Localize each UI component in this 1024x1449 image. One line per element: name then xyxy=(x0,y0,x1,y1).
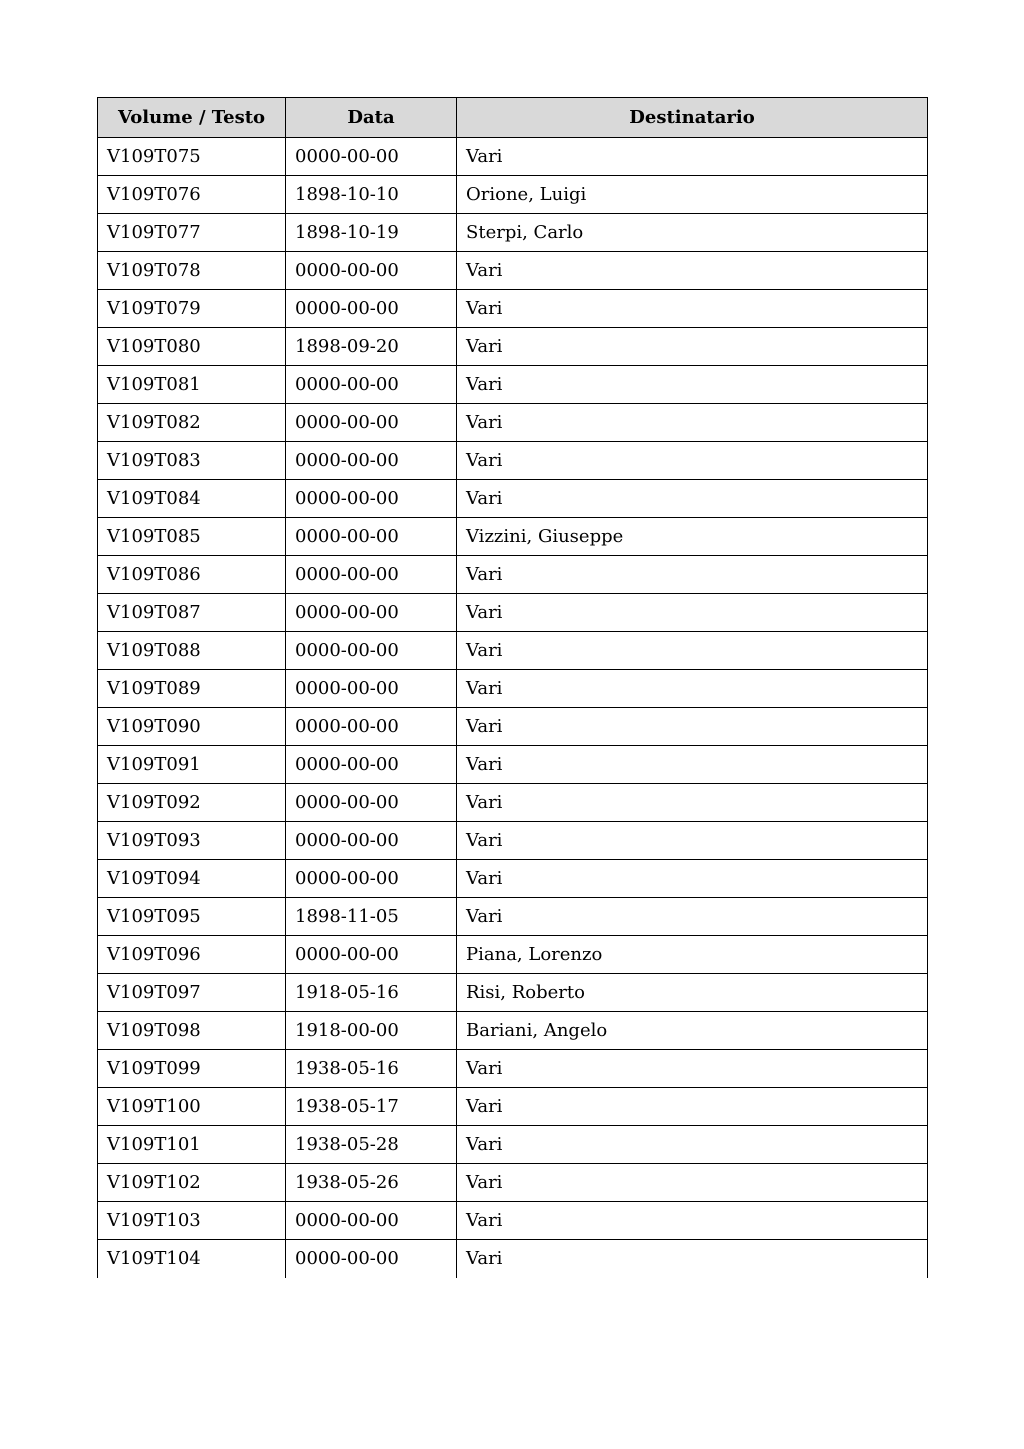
cell-destinatario: Vari xyxy=(457,556,928,594)
cell-destinatario: Vari xyxy=(457,328,928,366)
table-row xyxy=(98,176,928,214)
cell-destinatario: Vari xyxy=(457,1164,928,1202)
cell-destinatario: Vari xyxy=(457,1050,928,1088)
cell-data: 0000-00-00 xyxy=(286,936,457,974)
table-row xyxy=(98,1050,928,1088)
table-row xyxy=(98,974,928,1012)
cell-data: 0000-00-00 xyxy=(286,746,457,784)
cell-destinatario: Bariani, Angelo xyxy=(457,1012,928,1050)
table-row xyxy=(98,480,928,518)
cell-volume-testo: V109T086 xyxy=(98,556,286,594)
cell-volume-testo: V109T090 xyxy=(98,708,286,746)
cell-destinatario: Vari xyxy=(457,366,928,404)
cell-destinatario: Vari xyxy=(457,708,928,746)
cell-volume-testo: V109T080 xyxy=(98,328,286,366)
cell-data: 1918-00-00 xyxy=(286,1012,457,1050)
cell-volume-testo: V109T097 xyxy=(98,974,286,1012)
table-row xyxy=(98,860,928,898)
table-row xyxy=(98,670,928,708)
cell-destinatario: Vari xyxy=(457,480,928,518)
cell-destinatario: Vari xyxy=(457,138,928,176)
cell-data: 0000-00-00 xyxy=(286,366,457,404)
cell-destinatario: Vari xyxy=(457,1126,928,1164)
cell-data: 0000-00-00 xyxy=(286,252,457,290)
table-row xyxy=(98,518,928,556)
cell-volume-testo: V109T075 xyxy=(98,138,286,176)
cell-destinatario: Vari xyxy=(457,442,928,480)
cell-data: 0000-00-00 xyxy=(286,594,457,632)
cell-volume-testo: V109T104 xyxy=(98,1240,286,1278)
cell-volume-testo: V109T083 xyxy=(98,442,286,480)
table-row xyxy=(98,1088,928,1126)
cell-volume-testo: V109T091 xyxy=(98,746,286,784)
cell-destinatario: Vari xyxy=(457,746,928,784)
cell-data: 1918-05-16 xyxy=(286,974,457,1012)
table-row xyxy=(98,290,928,328)
table-row xyxy=(98,898,928,936)
cell-data: 0000-00-00 xyxy=(286,1240,457,1278)
cell-volume-testo: V109T087 xyxy=(98,594,286,632)
table-row xyxy=(98,404,928,442)
cell-volume-testo: V109T089 xyxy=(98,670,286,708)
cell-data: 0000-00-00 xyxy=(286,138,457,176)
cell-data: 0000-00-00 xyxy=(286,822,457,860)
table-row xyxy=(98,1012,928,1050)
cell-destinatario: Vari xyxy=(457,860,928,898)
cell-data: 1898-10-10 xyxy=(286,176,457,214)
table-row xyxy=(98,1126,928,1164)
table-row xyxy=(98,1202,928,1240)
letters-table xyxy=(97,97,928,1278)
cell-destinatario: Sterpi, Carlo xyxy=(457,214,928,252)
cell-data: 0000-00-00 xyxy=(286,556,457,594)
cell-destinatario: Vari xyxy=(457,1202,928,1240)
cell-destinatario: Vari xyxy=(457,822,928,860)
table-row xyxy=(98,1240,928,1278)
cell-volume-testo: V109T101 xyxy=(98,1126,286,1164)
table-row xyxy=(98,1164,928,1202)
header-data: Data xyxy=(286,98,457,138)
table-row xyxy=(98,632,928,670)
cell-volume-testo: V109T092 xyxy=(98,784,286,822)
cell-data: 1898-11-05 xyxy=(286,898,457,936)
cell-data: 0000-00-00 xyxy=(286,480,457,518)
cell-destinatario: Piana, Lorenzo xyxy=(457,936,928,974)
cell-volume-testo: V109T098 xyxy=(98,1012,286,1050)
table-row xyxy=(98,746,928,784)
table-row xyxy=(98,556,928,594)
cell-destinatario: Vari xyxy=(457,404,928,442)
cell-data: 0000-00-00 xyxy=(286,632,457,670)
table-row xyxy=(98,138,928,176)
table-row xyxy=(98,822,928,860)
cell-data: 0000-00-00 xyxy=(286,1202,457,1240)
header-destinatario: Destinatario xyxy=(457,98,928,138)
cell-volume-testo: V109T079 xyxy=(98,290,286,328)
cell-volume-testo: V109T093 xyxy=(98,822,286,860)
cell-destinatario: Vari xyxy=(457,632,928,670)
cell-destinatario: Vari xyxy=(457,784,928,822)
cell-volume-testo: V109T096 xyxy=(98,936,286,974)
cell-destinatario: Vari xyxy=(457,290,928,328)
cell-volume-testo: V109T077 xyxy=(98,214,286,252)
cell-data: 1938-05-26 xyxy=(286,1164,457,1202)
cell-data: 0000-00-00 xyxy=(286,708,457,746)
cell-data: 0000-00-00 xyxy=(286,518,457,556)
table-row xyxy=(98,252,928,290)
cell-destinatario: Vari xyxy=(457,252,928,290)
cell-volume-testo: V109T082 xyxy=(98,404,286,442)
cell-data: 1938-05-17 xyxy=(286,1088,457,1126)
cell-data: 0000-00-00 xyxy=(286,442,457,480)
cell-data: 0000-00-00 xyxy=(286,670,457,708)
table-row xyxy=(98,784,928,822)
cell-volume-testo: V109T084 xyxy=(98,480,286,518)
table-row xyxy=(98,366,928,404)
cell-volume-testo: V109T099 xyxy=(98,1050,286,1088)
header-row xyxy=(98,98,928,138)
cell-data: 0000-00-00 xyxy=(286,860,457,898)
cell-volume-testo: V109T078 xyxy=(98,252,286,290)
cell-volume-testo: V109T088 xyxy=(98,632,286,670)
table-row xyxy=(98,708,928,746)
cell-data: 0000-00-00 xyxy=(286,290,457,328)
cell-data: 1898-09-20 xyxy=(286,328,457,366)
header-volume-testo: Volume / Testo xyxy=(98,98,286,138)
cell-data: 1938-05-16 xyxy=(286,1050,457,1088)
cell-data: 1938-05-28 xyxy=(286,1126,457,1164)
cell-destinatario: Vari xyxy=(457,898,928,936)
cell-volume-testo: V109T076 xyxy=(98,176,286,214)
cell-volume-testo: V109T095 xyxy=(98,898,286,936)
table-row xyxy=(98,936,928,974)
cell-data: 1898-10-19 xyxy=(286,214,457,252)
cell-volume-testo: V109T085 xyxy=(98,518,286,556)
table-row xyxy=(98,594,928,632)
table-header xyxy=(98,98,928,138)
cell-volume-testo: V109T100 xyxy=(98,1088,286,1126)
cell-destinatario: Vari xyxy=(457,670,928,708)
cell-data: 0000-00-00 xyxy=(286,784,457,822)
cell-destinatario: Orione, Luigi xyxy=(457,176,928,214)
cell-volume-testo: V109T103 xyxy=(98,1202,286,1240)
table-row xyxy=(98,442,928,480)
table-row xyxy=(98,214,928,252)
cell-volume-testo: V109T094 xyxy=(98,860,286,898)
table-row xyxy=(98,328,928,366)
cell-destinatario: Vari xyxy=(457,1088,928,1126)
cell-destinatario: Risi, Roberto xyxy=(457,974,928,1012)
cell-data: 0000-00-00 xyxy=(286,404,457,442)
table-body xyxy=(98,138,928,1278)
cell-volume-testo: V109T081 xyxy=(98,366,286,404)
cell-destinatario: Vari xyxy=(457,594,928,632)
cell-destinatario: Vari xyxy=(457,1240,928,1278)
cell-destinatario: Vizzini, Giuseppe xyxy=(457,518,928,556)
cell-volume-testo: V109T102 xyxy=(98,1164,286,1202)
